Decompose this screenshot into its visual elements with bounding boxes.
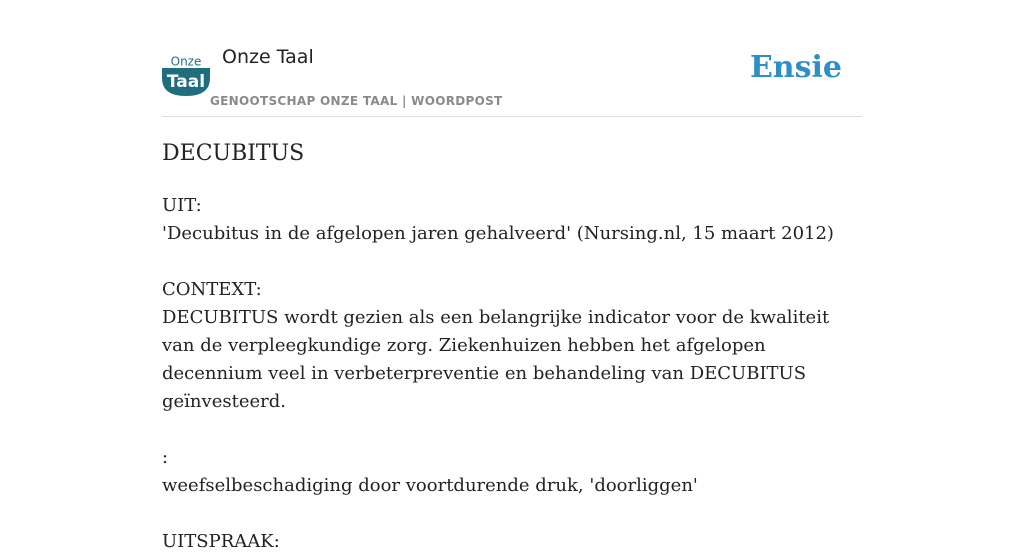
- spacer: [162, 416, 862, 444]
- uitspraak-label: UITSPRAAK:: [162, 531, 280, 552]
- article-body: [162, 192, 862, 556]
- logo-top-text: Onze: [170, 54, 202, 69]
- site-subtitle: GENOOTSCHAP ONZE TAAL | WOORDPOST: [210, 94, 503, 108]
- logo-bottom-text: Taal: [166, 72, 206, 92]
- context-label: CONTEXT:: [162, 279, 262, 300]
- definition-label: :: [162, 447, 169, 468]
- uit-label: UIT:: [162, 195, 202, 216]
- spacer: [162, 500, 862, 528]
- onze-taal-logo[interactable]: [162, 54, 210, 96]
- spacer: [162, 248, 862, 276]
- page-title: DECUBITUS: [162, 141, 305, 166]
- article: [162, 138, 862, 556]
- definition-text: weefselbeschadiging door voortdurende druk, 'doorliggen': [162, 475, 698, 496]
- context-text: DECUBITUS wordt gezien als een belangrijke indicator voor de kwaliteit van de verpleegkundige zorg. Ziekenhuizen hebben het afgelopen decennium veel in verbeterpreventie en behandeling van DECUBITUS geïnvesteerd.: [162, 307, 830, 412]
- uit-text: 'Decubitus in de afgelopen jaren gehalveerd' (Nursing.nl, 15 maart 2012): [162, 223, 834, 244]
- site-name[interactable]: Onze Taal: [222, 46, 314, 68]
- header: [162, 40, 862, 117]
- ensie-logo[interactable]: Ensie: [749, 50, 842, 85]
